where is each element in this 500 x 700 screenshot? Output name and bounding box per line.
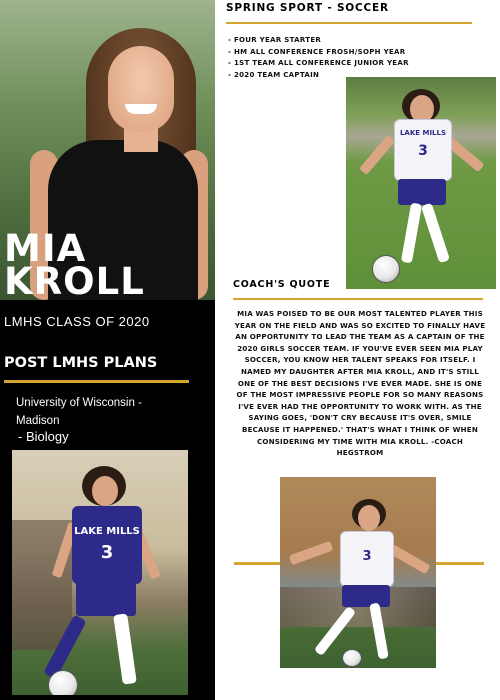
sport-heading: SPRING SPORT - SOCCER [226, 2, 389, 14]
athlete-name [4, 227, 145, 303]
action-photo-white-jersey-top [346, 77, 496, 289]
player-figure [52, 460, 162, 695]
gold-divider [234, 562, 280, 565]
jersey-number: 3 [362, 549, 372, 564]
coach-quote-heading: COACH'S QUOTE [233, 279, 331, 290]
soccer-ball [372, 255, 400, 283]
plan-school: University of Wisconsin - Madison [16, 397, 142, 427]
soccer-ball [48, 670, 78, 695]
athlete-last-name: KROLL [4, 260, 145, 303]
gold-divider [233, 298, 483, 300]
achievement-item: - FOUR YEAR STARTER [228, 36, 322, 44]
jersey-team-text: LAKE MILLS [399, 129, 447, 137]
action-photo-navy-jersey [12, 450, 188, 695]
achievement-item: - 1ST TEAM ALL CONFERENCE JUNIOR YEAR [228, 59, 409, 67]
post-plans-heading: POST LMHS PLANS [4, 355, 158, 371]
action-photo-white-jersey-bottom [280, 477, 436, 668]
plan-major: - Biology [18, 429, 69, 444]
portrait-smile [125, 104, 157, 114]
jersey-number: 3 [100, 542, 114, 563]
player-figure [300, 497, 420, 667]
achievement-item: - 2020 TEAM CAPTAIN [228, 70, 320, 79]
jersey-team-text: LAKE MILLS [74, 526, 140, 537]
athlete-first-name: MIA [4, 227, 87, 270]
gold-divider [436, 562, 484, 565]
jersey-number: 3 [418, 143, 428, 159]
portrait-face [108, 46, 174, 132]
class-of-label: LMHS CLASS OF 2020 [4, 314, 150, 329]
gold-divider [226, 22, 472, 24]
coach-quote-text: MIA WAS POISED TO BE OUR MOST TALENTED PLAYER THIS YEAR ON THE FIELD AND WAS SO EXCITED TO FINALLY HAVE AN OPPORTUNITY TO LEAD THE TEAM AS A CAPTAIN OF THE 2020 GIRLS SOCCER TEAM. IF YOU'VE EVER SEEN MIA PLAY SOCCER, YOU KNOW HER TALENT SPEAKS FOR ITSELF. I NAMED MY DAUGHTER AFTER MIA KROLL, AND IT'S STILL ONE OF THE BEST DECISIONS I'VE EVER MADE. SHE IS ONE OF THE MOST IMPRESSIVE PEOPLE FOR SO MANY REASONS I'VE EVER HAD THE OPPORTUNITY TO WORK WITH. AS THE SAYING GOES, 'DON'T CRY BECAUSE IT'S OVER, SMILE BECAUSE IT HAPPENED.' THAT'S WHAT I THINK OF WHEN CONSIDERING MY TIME WITH MIA KROLL. -COACH HEGSTROM [234, 309, 486, 458]
soccer-ball [342, 649, 362, 667]
achievement-item: - HM ALL CONFERENCE FROSH/SOPH YEAR [228, 47, 406, 56]
achievements-list [228, 35, 409, 81]
gold-divider [4, 380, 189, 383]
